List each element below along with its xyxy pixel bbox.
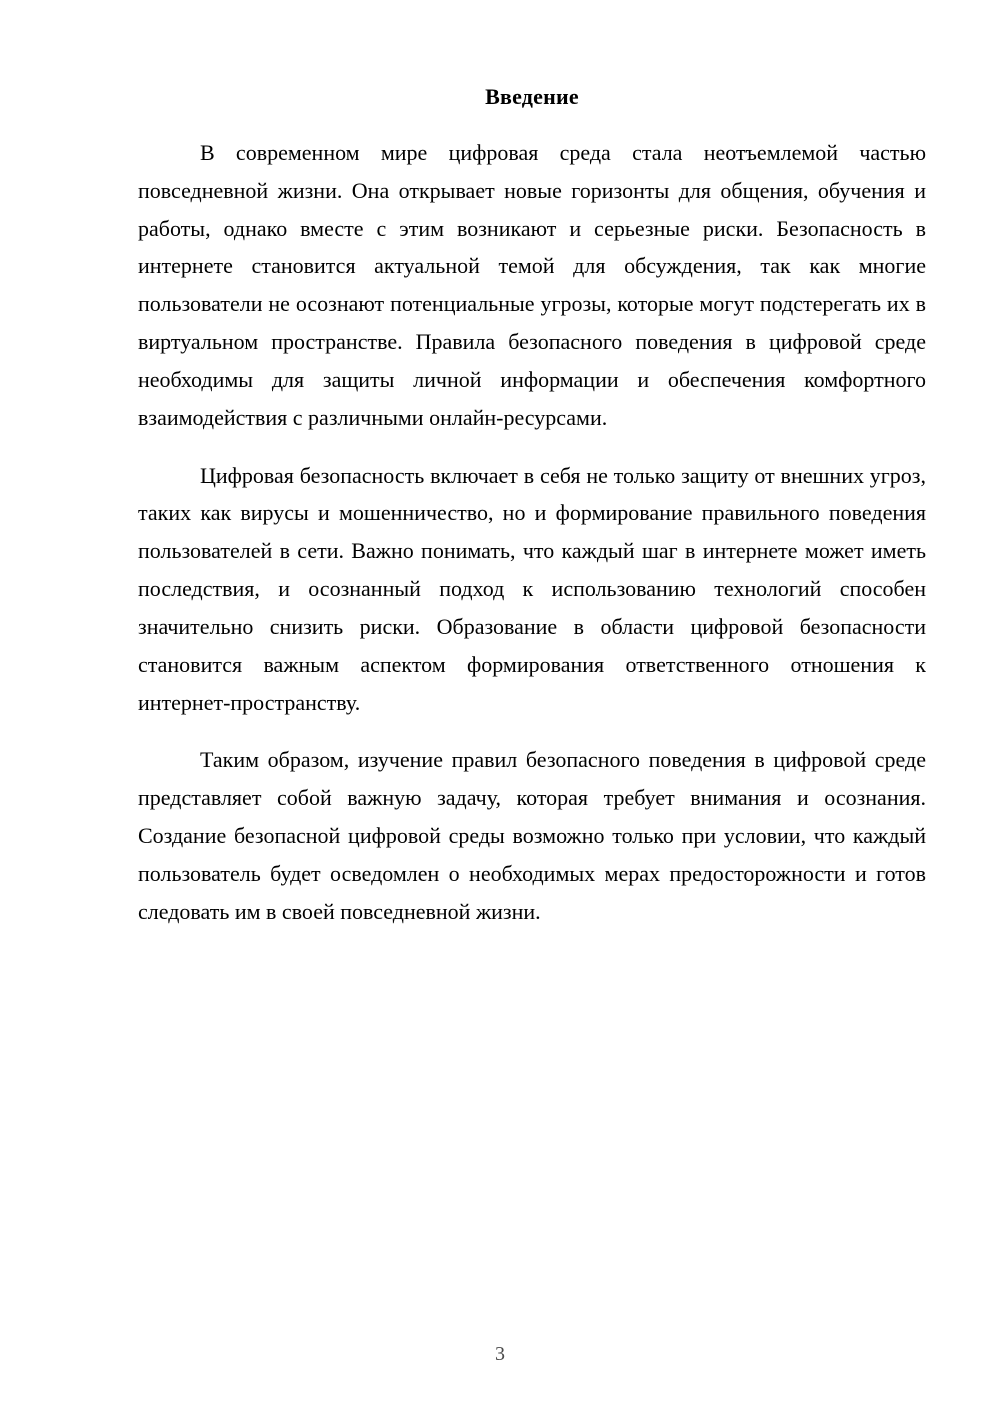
page-title: Введение — [485, 84, 579, 109]
paragraph-1: В современном мире цифровая среда стала неотъемлемой частью повседневной жизни. Она открывает новые горизонты для общения, обучения и работы, однако вместе с этим возникают и серьезные риски. Безопасность в интернете становится актуальной темой для обсуждения, так как многие пользователи не осознают потенциальные угрозы, которые могут подстерегать их в виртуальном пространстве. Правила безопасного поведения в цифровой среде необходимы для защиты личной информации и обеспечения комфортного взаимодействия с различными онлайн-ресурсами. — [138, 140, 926, 430]
paragraph-3: Таким образом, изучение правил безопасного поведения в цифровой среде представляет собой важную задачу, которая требует внимания и осознания. Создание безопасной цифровой среды возможно только при условии, что каждый пользователь будет осведомлен о необходимых мерах предосторожности и готов следовать им в своей повседневной жизни. — [138, 747, 926, 924]
page-number: 3 — [495, 1343, 505, 1365]
paragraph-2: Цифровая безопасность включает в себя не только защиту от внешних угроз, таких как вирусы и мошенничество, но и формирование правильного поведения пользователей в сети. Важно понимать, что каждый шаг в интернете может иметь последствия, и осознанный подход к использованию технологий способен значительно снизить риски. Образование в области цифровой безопасности становится важным аспектом формирования ответственного отношения к интернет-пространству. — [138, 462, 926, 715]
